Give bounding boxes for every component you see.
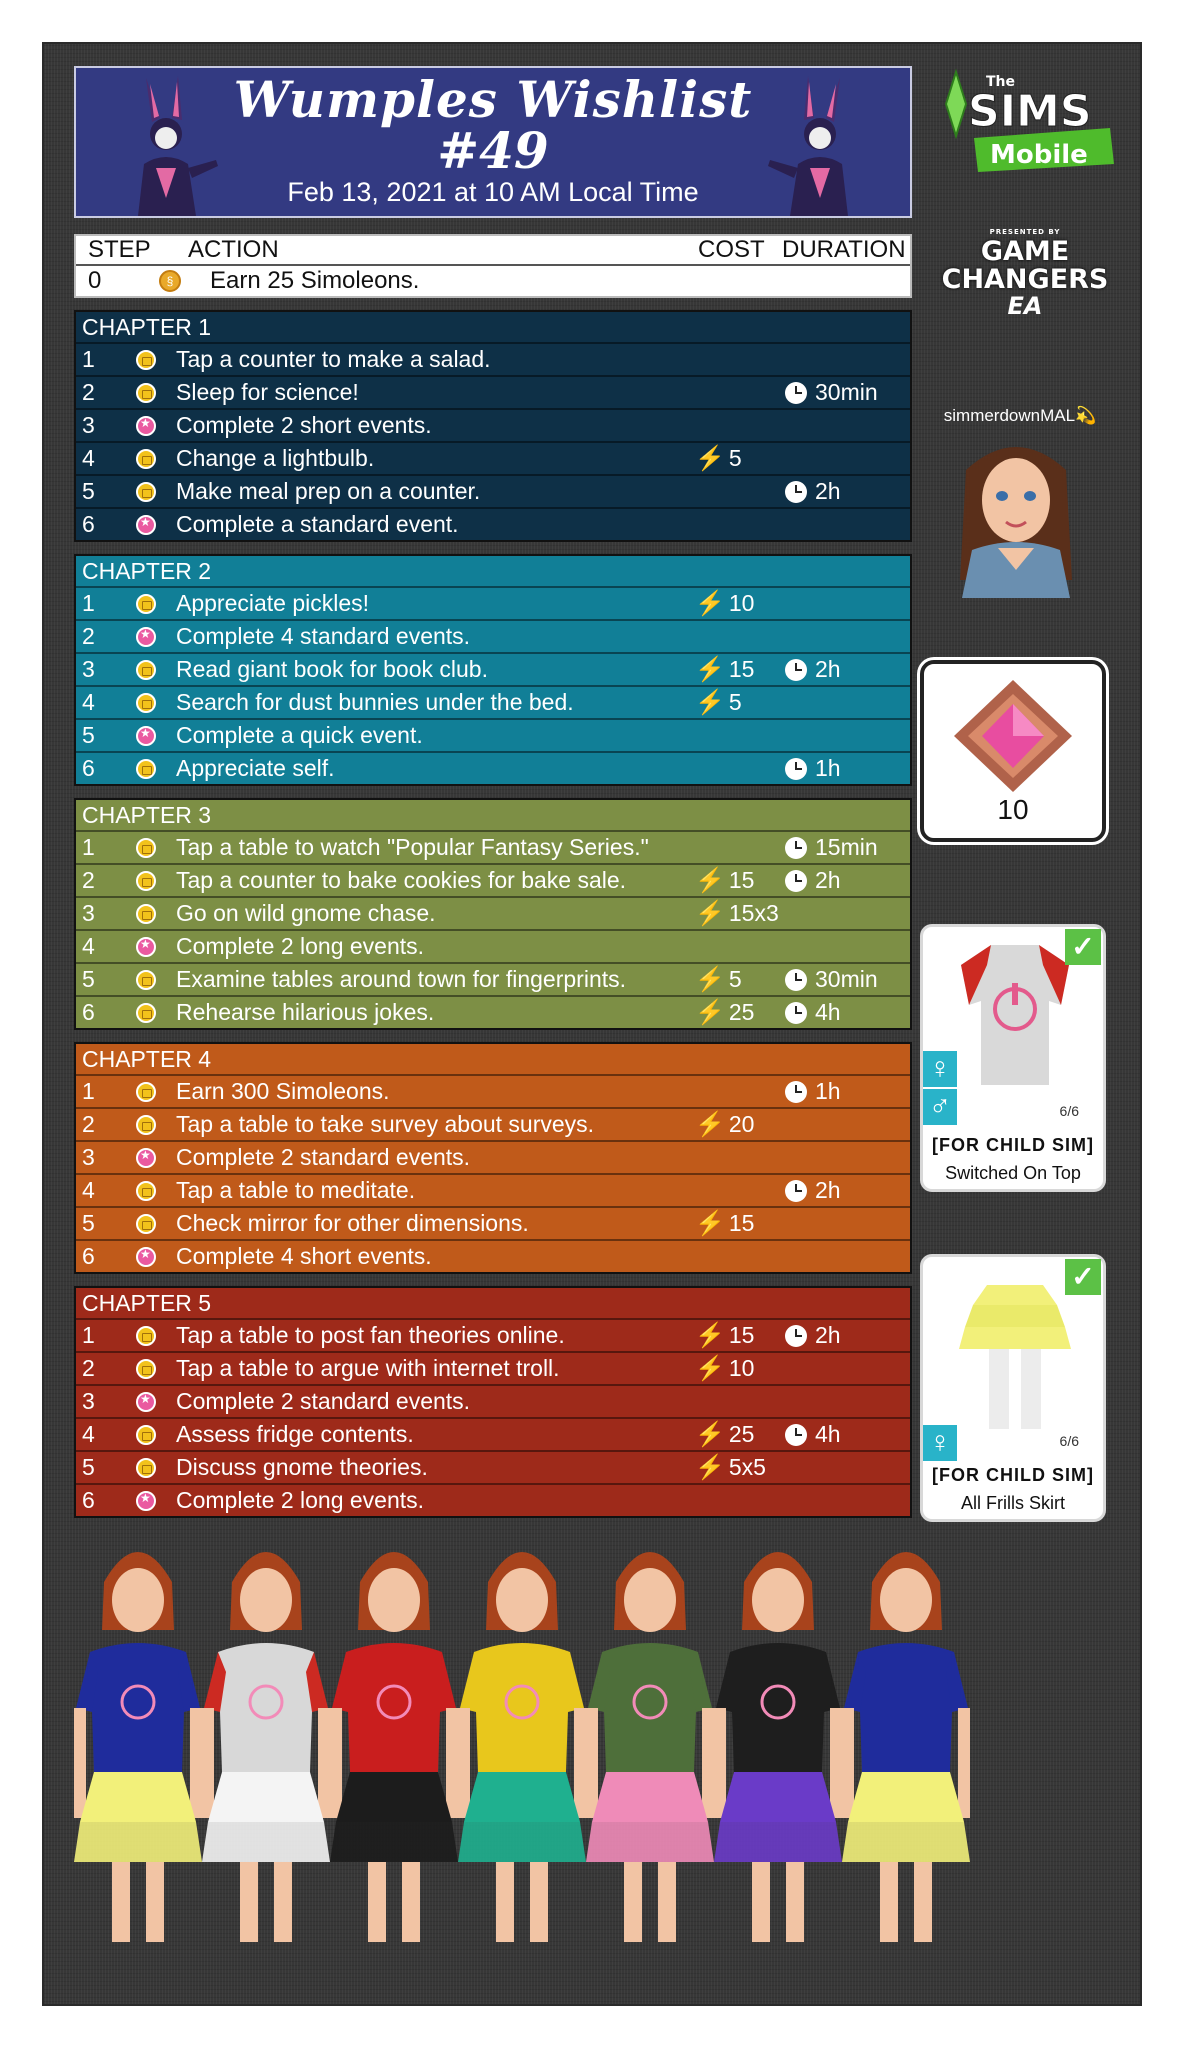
task-calendar-icon bbox=[136, 449, 156, 469]
step-duration bbox=[785, 1078, 910, 1105]
step-action: Check mirror for other dimensions. bbox=[176, 1210, 529, 1236]
step-number: 4 bbox=[82, 689, 95, 715]
chapter-1-section bbox=[74, 310, 912, 542]
energy-bolt-icon: ⚡ bbox=[695, 900, 725, 927]
table-row bbox=[76, 1318, 910, 1351]
step-action: Tap a counter to bake cookies for bake sale. bbox=[176, 867, 627, 893]
step-action: Change a lightbulb. bbox=[176, 445, 375, 471]
step-action: Earn 300 Simoleons. bbox=[176, 1078, 390, 1104]
step-number: 6 bbox=[82, 999, 95, 1025]
child-sim-figure bbox=[842, 1552, 970, 1942]
step-duration bbox=[785, 999, 910, 1026]
simoleon-coin-icon: § bbox=[159, 270, 181, 292]
cost-column-header: COST bbox=[698, 236, 765, 263]
event-star-icon bbox=[136, 416, 156, 436]
task-calendar-icon bbox=[136, 594, 156, 614]
logo-mobile: Mobile bbox=[990, 140, 1088, 170]
step-number: 4 bbox=[82, 933, 95, 959]
reward-quantity: 10 bbox=[997, 794, 1029, 825]
task-calendar-icon bbox=[136, 838, 156, 858]
step-action: Complete 2 long events. bbox=[176, 933, 425, 959]
duration-value: 4h bbox=[815, 999, 841, 1025]
task-calendar-icon bbox=[136, 1425, 156, 1445]
step-action: Complete a standard event. bbox=[176, 511, 459, 537]
clock-icon bbox=[785, 870, 807, 892]
item-audience-label: [FOR CHILD SIM] bbox=[932, 1135, 1094, 1155]
table-row bbox=[76, 1483, 910, 1516]
chapter-2-section bbox=[74, 554, 912, 786]
clock-icon bbox=[785, 1325, 807, 1347]
energy-bolt-icon: ⚡ bbox=[695, 1322, 725, 1349]
task-calendar-icon bbox=[136, 350, 156, 370]
cost-value: 10 bbox=[728, 590, 755, 616]
event-star-icon bbox=[136, 1148, 156, 1168]
plumbob-icon bbox=[946, 72, 966, 136]
table-row bbox=[76, 652, 910, 685]
task-calendar-icon bbox=[136, 482, 156, 502]
cost-value: 25 bbox=[728, 1421, 755, 1447]
event-star-icon bbox=[136, 1247, 156, 1267]
step-number: 2 bbox=[82, 867, 95, 893]
step-number: 2 bbox=[82, 379, 95, 405]
pink-gem-icon bbox=[948, 676, 1078, 796]
step-number: 1 bbox=[82, 1322, 95, 1348]
table-row bbox=[76, 896, 910, 929]
step-action: Appreciate pickles! bbox=[176, 590, 370, 616]
table-row bbox=[76, 830, 910, 863]
task-calendar-icon bbox=[136, 1181, 156, 1201]
step-action: Go on wild gnome chase. bbox=[176, 900, 436, 926]
step-number: 2 bbox=[82, 623, 95, 649]
task-calendar-icon bbox=[136, 1115, 156, 1135]
game-changers-line2: CHANGERS bbox=[941, 264, 1109, 295]
step-duration bbox=[785, 1177, 910, 1204]
duration-value: 2h bbox=[815, 478, 841, 504]
task-calendar-icon bbox=[136, 1359, 156, 1379]
cost-value: 15x3 bbox=[728, 900, 779, 926]
step-action: Read giant book for book club. bbox=[176, 656, 488, 682]
clock-icon bbox=[785, 969, 807, 991]
item-name: Switched On Top bbox=[945, 1163, 1081, 1183]
table-row bbox=[76, 751, 910, 784]
duration-column-header: DURATION bbox=[782, 236, 906, 263]
table-row bbox=[76, 685, 910, 718]
step-cost bbox=[695, 589, 785, 618]
step-number: 6 bbox=[82, 511, 95, 537]
step-number: 3 bbox=[82, 412, 95, 438]
reward-item-card-top bbox=[920, 924, 1106, 1192]
step-action: Earn 25 Simoleons. bbox=[210, 267, 420, 294]
duration-value: 2h bbox=[815, 867, 841, 893]
cost-value: 15 bbox=[728, 1210, 755, 1236]
female-icon: ♀ bbox=[923, 1051, 957, 1087]
task-calendar-icon bbox=[136, 1458, 156, 1478]
event-star-icon bbox=[136, 1392, 156, 1412]
table-header bbox=[76, 236, 910, 266]
table-row bbox=[76, 266, 910, 296]
logo-the: The bbox=[986, 74, 1016, 90]
cost-value: 25 bbox=[728, 999, 755, 1025]
task-calendar-icon bbox=[136, 660, 156, 680]
table-row bbox=[76, 1107, 910, 1140]
step-action: Tap a table to meditate. bbox=[176, 1177, 416, 1203]
step-action: Appreciate self. bbox=[176, 755, 335, 781]
chapter-title: CHAPTER 3 bbox=[82, 802, 212, 828]
table-row bbox=[76, 1417, 910, 1450]
action-column-header: ACTION bbox=[188, 236, 279, 263]
table-row bbox=[76, 586, 910, 619]
bunny-sim-left-image bbox=[116, 68, 226, 216]
energy-bolt-icon: ⚡ bbox=[695, 966, 725, 993]
cost-value: 5 bbox=[728, 445, 742, 471]
cost-value: 10 bbox=[728, 1355, 755, 1381]
energy-bolt-icon: ⚡ bbox=[695, 1355, 725, 1382]
cost-value: 5 bbox=[728, 689, 742, 715]
owned-check-icon: ✓ bbox=[1065, 1259, 1101, 1295]
ea-logo: EA bbox=[1007, 292, 1043, 320]
energy-bolt-icon: ⚡ bbox=[695, 999, 725, 1026]
energy-bolt-icon: ⚡ bbox=[695, 590, 725, 617]
step-number: 3 bbox=[82, 1144, 95, 1170]
clock-icon bbox=[785, 1081, 807, 1103]
game-changers-logo bbox=[930, 228, 1120, 336]
step-number: 4 bbox=[82, 1421, 95, 1447]
chapter-4-section bbox=[74, 1042, 912, 1274]
task-calendar-icon bbox=[136, 871, 156, 891]
step-cost bbox=[695, 866, 785, 895]
table-row bbox=[76, 1206, 910, 1239]
step-number: 5 bbox=[82, 1210, 95, 1236]
step-action: Discuss gnome theories. bbox=[176, 1454, 428, 1480]
clock-icon bbox=[785, 481, 807, 503]
table-row bbox=[76, 1140, 910, 1173]
step-action: Complete 4 standard events. bbox=[176, 623, 471, 649]
presented-by-label: PRESENTED BY bbox=[989, 228, 1061, 236]
game-changers-line1: GAME bbox=[980, 236, 1070, 267]
step-duration bbox=[785, 379, 910, 406]
step-action: Complete a quick event. bbox=[176, 722, 423, 748]
table-row bbox=[76, 619, 910, 652]
bunny-sim-right-image bbox=[760, 68, 870, 216]
step-number: 0 bbox=[88, 267, 102, 294]
cost-value: 15 bbox=[728, 867, 755, 893]
step-number: 1 bbox=[82, 834, 95, 860]
task-calendar-icon bbox=[136, 1003, 156, 1023]
step-action: Assess fridge contents. bbox=[176, 1421, 414, 1447]
task-calendar-icon bbox=[136, 383, 156, 403]
header-banner bbox=[74, 66, 912, 218]
duration-value: 2h bbox=[815, 656, 841, 682]
item-progress: 6/6 bbox=[1059, 1433, 1079, 1449]
table-row bbox=[76, 1173, 910, 1206]
step-duration bbox=[785, 478, 910, 505]
cost-value: 15 bbox=[728, 656, 755, 682]
step-cost bbox=[695, 1110, 785, 1139]
clock-icon bbox=[785, 1424, 807, 1446]
child-sim-figure bbox=[74, 1552, 202, 1942]
chapter-title: CHAPTER 1 bbox=[82, 314, 212, 340]
table-row bbox=[76, 1351, 910, 1384]
task-calendar-icon bbox=[136, 759, 156, 779]
table-row bbox=[76, 1384, 910, 1417]
table-row bbox=[76, 474, 910, 507]
duration-value: 2h bbox=[815, 1177, 841, 1203]
duration-value: 2h bbox=[815, 1322, 841, 1348]
wishlist-number: #49 bbox=[437, 121, 549, 180]
step-action: Complete 4 short events. bbox=[176, 1243, 432, 1269]
step-number: 5 bbox=[82, 722, 95, 748]
step-action: Complete 2 standard events. bbox=[176, 1388, 471, 1414]
energy-bolt-icon: ⚡ bbox=[695, 1454, 725, 1481]
step-action: Complete 2 standard events. bbox=[176, 1144, 471, 1170]
table-row bbox=[76, 375, 910, 408]
step-number: 1 bbox=[82, 346, 95, 372]
reward-item-card-bottom bbox=[920, 1254, 1106, 1522]
duration-value: 1h bbox=[815, 1078, 841, 1104]
step-number: 1 bbox=[82, 1078, 95, 1104]
creator-name: simmerdownMAL💫 bbox=[943, 406, 1097, 425]
step-number: 6 bbox=[82, 1243, 95, 1269]
table-row bbox=[76, 995, 910, 1028]
cost-value: 15 bbox=[728, 1322, 755, 1348]
step-action: Tap a counter to make a salad. bbox=[176, 346, 491, 372]
step-cost bbox=[695, 1420, 785, 1449]
table-row bbox=[76, 929, 910, 962]
duration-value: 4h bbox=[815, 1421, 841, 1447]
child-sim-figure bbox=[202, 1552, 330, 1942]
step-action: Tap a table to take survey about surveys. bbox=[176, 1111, 595, 1137]
item-progress: 6/6 bbox=[1059, 1103, 1079, 1119]
energy-bolt-icon: ⚡ bbox=[695, 867, 725, 894]
energy-bolt-icon: ⚡ bbox=[695, 656, 725, 683]
step-number: 3 bbox=[82, 656, 95, 682]
step-number: 5 bbox=[82, 1454, 95, 1480]
step-number: 3 bbox=[82, 900, 95, 926]
step-action: Tap a table to post fan theories online. bbox=[176, 1322, 565, 1348]
child-sims-outfit-preview bbox=[74, 1522, 974, 1942]
step-number: 1 bbox=[82, 590, 95, 616]
event-star-icon bbox=[136, 937, 156, 957]
clock-icon bbox=[785, 758, 807, 780]
step-duration bbox=[785, 966, 910, 993]
chapter-3-section bbox=[74, 798, 912, 1030]
event-date: Feb 13, 2021 at 10 AM Local Time bbox=[287, 177, 699, 207]
task-calendar-icon bbox=[136, 904, 156, 924]
reward-gem-card bbox=[920, 660, 1106, 842]
event-star-icon bbox=[136, 515, 156, 535]
logo-sims: SIMS bbox=[968, 86, 1092, 137]
table-row bbox=[76, 441, 910, 474]
energy-bolt-icon: ⚡ bbox=[695, 1421, 725, 1448]
clock-icon bbox=[785, 382, 807, 404]
step-duration bbox=[785, 755, 910, 782]
step-number: 4 bbox=[82, 445, 95, 471]
table-row bbox=[76, 408, 910, 441]
step-action: Make meal prep on a counter. bbox=[176, 478, 481, 504]
duration-value: 15min bbox=[815, 834, 878, 860]
step-cost bbox=[695, 998, 785, 1027]
step-number: 4 bbox=[82, 1177, 95, 1203]
clock-icon bbox=[785, 837, 807, 859]
female-icon: ♀ bbox=[923, 1425, 957, 1461]
energy-bolt-icon: ⚡ bbox=[695, 445, 725, 472]
step-number: 2 bbox=[82, 1355, 95, 1381]
child-sim-figure bbox=[586, 1552, 714, 1942]
step-action: Examine tables around town for fingerprints. bbox=[176, 966, 627, 992]
event-star-icon bbox=[136, 1491, 156, 1511]
energy-bolt-icon: ⚡ bbox=[695, 1111, 725, 1138]
step-number: 2 bbox=[82, 1111, 95, 1137]
energy-bolt-icon: ⚡ bbox=[695, 1210, 725, 1237]
step-action: Complete 2 short events. bbox=[176, 412, 432, 438]
chapter-title: CHAPTER 5 bbox=[82, 1290, 212, 1316]
table-row bbox=[76, 863, 910, 896]
creator-avatar bbox=[932, 430, 1100, 598]
task-calendar-icon bbox=[136, 693, 156, 713]
table-row bbox=[76, 342, 910, 375]
step-duration bbox=[785, 834, 910, 861]
step-action: Tap a table to argue with internet troll. bbox=[176, 1355, 560, 1381]
child-sim-figure bbox=[458, 1552, 586, 1942]
step-number: 6 bbox=[82, 755, 95, 781]
table-row bbox=[76, 1450, 910, 1483]
step-number: 5 bbox=[82, 966, 95, 992]
step-cost bbox=[695, 965, 785, 994]
step-column-header: STEP bbox=[88, 236, 151, 263]
child-sim-figure bbox=[714, 1552, 842, 1942]
chapter-title: CHAPTER 4 bbox=[82, 1046, 212, 1072]
step-duration bbox=[785, 1322, 910, 1349]
step-action: Tap a table to watch "Popular Fantasy Series." bbox=[176, 834, 649, 860]
step-duration bbox=[785, 867, 910, 894]
duration-value: 30min bbox=[815, 379, 878, 405]
step-cost bbox=[695, 444, 785, 473]
chapter-title: CHAPTER 2 bbox=[82, 558, 212, 584]
cost-value: 5x5 bbox=[728, 1454, 766, 1480]
task-calendar-icon bbox=[136, 1214, 156, 1234]
step-cost bbox=[695, 1453, 785, 1482]
step-action: Rehearse hilarious jokes. bbox=[176, 999, 435, 1025]
clock-icon bbox=[785, 1002, 807, 1024]
male-icon: ♂ bbox=[923, 1089, 957, 1125]
clock-icon bbox=[785, 1180, 807, 1202]
task-calendar-icon bbox=[136, 970, 156, 990]
step-cost bbox=[695, 1321, 785, 1350]
step-duration bbox=[785, 656, 910, 683]
cost-value: 5 bbox=[728, 966, 742, 992]
owned-check-icon: ✓ bbox=[1065, 929, 1101, 965]
table-row bbox=[76, 507, 910, 540]
step-number: 5 bbox=[82, 478, 95, 504]
step-cost bbox=[695, 1209, 785, 1238]
page-title: Wumples Wishlist bbox=[233, 70, 753, 129]
table-row bbox=[76, 1074, 910, 1107]
step-action: Sleep for science! bbox=[176, 379, 359, 405]
step-number: 3 bbox=[82, 1388, 95, 1414]
item-name: All Frills Skirt bbox=[961, 1493, 1065, 1513]
table-row bbox=[76, 1239, 910, 1272]
task-calendar-icon bbox=[136, 1326, 156, 1346]
event-star-icon bbox=[136, 627, 156, 647]
step-action: Search for dust bunnies under the bed. bbox=[176, 689, 574, 715]
step-cost bbox=[695, 899, 785, 928]
sims-mobile-logo bbox=[938, 64, 1118, 174]
step-zero-table bbox=[74, 234, 912, 298]
energy-bolt-icon: ⚡ bbox=[695, 689, 725, 716]
duration-value: 1h bbox=[815, 755, 841, 781]
step-cost bbox=[695, 688, 785, 717]
duration-value: 30min bbox=[815, 966, 878, 992]
item-audience-label: [FOR CHILD SIM] bbox=[932, 1465, 1094, 1485]
task-calendar-icon bbox=[136, 1082, 156, 1102]
step-action: Complete 2 long events. bbox=[176, 1487, 425, 1513]
event-star-icon bbox=[136, 726, 156, 746]
step-cost bbox=[695, 655, 785, 684]
step-duration bbox=[785, 1421, 910, 1448]
cost-value: 20 bbox=[728, 1111, 755, 1137]
table-row bbox=[76, 718, 910, 751]
chapter-5-section bbox=[74, 1286, 912, 1518]
step-number: 6 bbox=[82, 1487, 95, 1513]
step-cost bbox=[695, 1354, 785, 1383]
child-sim-figure bbox=[330, 1552, 458, 1942]
clock-icon bbox=[785, 659, 807, 681]
table-row bbox=[76, 962, 910, 995]
